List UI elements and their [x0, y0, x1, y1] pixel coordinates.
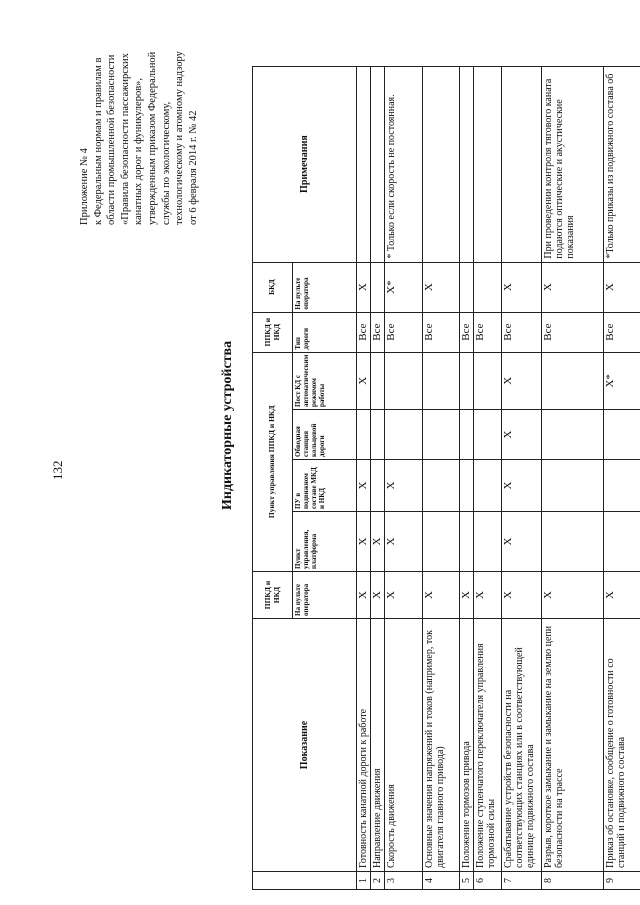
cell-platform: X: [385, 512, 423, 572]
cell-auto-post: [385, 352, 423, 409]
header-road-type: Тип дороги: [293, 312, 357, 352]
header-ppkd2: ППКД и НКД: [253, 312, 293, 352]
cell-bkd: [474, 262, 502, 312]
cell-platform: X: [371, 512, 385, 572]
appendix-line: утвержденным приказом Федеральной: [146, 51, 158, 225]
appendix-line: технологическому и атомному надзору: [174, 51, 186, 225]
header-operator-console: На пульте оператора: [293, 572, 357, 619]
cell-bypass: [385, 410, 423, 460]
cell-platform: [423, 512, 460, 572]
header-control-platform: Пункт управления, платформа: [293, 512, 357, 572]
cell-auto-post: X: [502, 352, 542, 409]
row-number: 9: [604, 872, 640, 890]
cell-bypass: [604, 410, 640, 460]
cell-platform: [542, 512, 604, 572]
cell-road-type: Все: [542, 312, 604, 352]
cell-road-type: Все: [604, 312, 640, 352]
cell-bkd: [371, 262, 385, 312]
cell-road-type: Все: [423, 312, 460, 352]
cell-road-type: Все: [385, 312, 423, 352]
cell-auto-post: X: [357, 352, 371, 409]
cell-rolling: [604, 460, 640, 512]
cell-note: [357, 66, 371, 262]
row-number: 8: [542, 872, 604, 890]
cell-platform: X: [502, 512, 542, 572]
cell-bkd: X: [542, 262, 604, 312]
appendix-line: канатных дорог и фуникулеров»,: [133, 77, 145, 225]
cell-note: * Только если скорость не постоянная.: [385, 66, 423, 262]
table-row: [502, 66, 542, 889]
header-auto-post: Пост КД с автоматическим режимом работы: [293, 352, 357, 409]
header-pu-rolling: ПУ в подвижном составе МКД и НКД: [293, 460, 357, 512]
table-row: [423, 66, 460, 889]
cell-rolling: [371, 460, 385, 512]
cell-platform: [474, 512, 502, 572]
cell-bypass: [460, 410, 474, 460]
indicator-devices-table: [252, 66, 640, 890]
cell-rolling: X: [385, 460, 423, 512]
cell-road-type: Все: [371, 312, 385, 352]
cell-road-type: Все: [357, 312, 371, 352]
cell-bkd: X: [502, 262, 542, 312]
header-bypass-station: Обводная станция кольцевой дороги: [293, 410, 357, 460]
cell-operator: X: [385, 572, 423, 619]
row-indication: Положение ступенчатого переключателя управления тормозной силы: [474, 619, 502, 872]
cell-note: [474, 66, 502, 262]
row-indication: Направление движения: [371, 619, 385, 872]
cell-note: [460, 66, 474, 262]
cell-auto-post: [371, 352, 385, 409]
document-title: Индикаторные устройства: [220, 340, 235, 510]
row-number: 7: [502, 872, 542, 890]
row-indication: Основные значения напряжений и токов (например, ток двигателя главного привода): [423, 619, 460, 872]
cell-bypass: [542, 410, 604, 460]
row-number: 5: [460, 872, 474, 890]
cell-bypass: [423, 410, 460, 460]
cell-auto-post: [460, 352, 474, 409]
cell-rolling: X: [357, 460, 371, 512]
table-row: [385, 66, 423, 889]
cell-note: При проведении контроля тягового каната подаются оптические и акустические показания: [542, 66, 604, 262]
cell-note: [423, 66, 460, 262]
cell-bypass: [371, 410, 385, 460]
table-row: [604, 66, 640, 889]
cell-auto-post: [474, 352, 502, 409]
cell-rolling: [474, 460, 502, 512]
cell-auto-post: [542, 352, 604, 409]
table-row: [371, 66, 385, 889]
appendix-line: области промышленной безопасности: [106, 54, 118, 225]
cell-platform: X: [357, 512, 371, 572]
cell-rolling: X: [502, 460, 542, 512]
table-row: [460, 66, 474, 889]
header-indication: Показание: [253, 619, 357, 872]
cell-bkd: [460, 262, 474, 312]
header-bkd: БКД: [253, 262, 293, 312]
header-pu-group: Пункт управления ППКД и НКД: [253, 352, 293, 571]
cell-note: *Только приказы из подвижного состава об: [604, 66, 640, 262]
appendix-line: к Федеральным нормам и правилам в: [92, 57, 104, 225]
cell-operator: X: [542, 572, 604, 619]
table-row: [474, 66, 502, 889]
appendix-header: [78, 10, 200, 225]
row-indication: Готовность канатной дороги к работе: [357, 619, 371, 872]
row-number: 2: [371, 872, 385, 890]
table-row: [542, 66, 604, 889]
cell-bypass: [474, 410, 502, 460]
header-bkd-console: На пульте оператора: [293, 262, 357, 312]
cell-operator: X: [357, 572, 371, 619]
header-notes: Примечания: [253, 66, 357, 262]
cell-auto-post: X*: [604, 352, 640, 409]
cell-road-type: Все: [460, 312, 474, 352]
row-number: 6: [474, 872, 502, 890]
appendix-line: службы по экологическому,: [160, 101, 172, 225]
cell-rolling: [423, 460, 460, 512]
table-row: [357, 66, 371, 889]
cell-bypass: X: [502, 410, 542, 460]
cell-bkd: X*: [385, 262, 423, 312]
cell-platform: [460, 512, 474, 572]
cell-platform: [604, 512, 640, 572]
cell-operator: X: [474, 572, 502, 619]
appendix-line: «Правила безопасности пассажирских: [119, 53, 131, 225]
row-indication: Положение тормозов привода: [460, 619, 474, 872]
row-number: 4: [423, 872, 460, 890]
row-number: 1: [357, 872, 371, 890]
cell-road-type: Все: [502, 312, 542, 352]
cell-operator: X: [604, 572, 640, 619]
cell-rolling: [460, 460, 474, 512]
cell-note: [371, 66, 385, 262]
cell-operator: X: [371, 572, 385, 619]
header-ppkd: ППКД и НКД: [253, 572, 293, 619]
cell-auto-post: [423, 352, 460, 409]
row-indication: Срабатывание устройств безопасности на соответствующих станциях или в соответствующей единице подвижного состава: [502, 619, 542, 872]
cell-road-type: Все: [474, 312, 502, 352]
row-indication: Приказ об остановке, сообщение о готовности со станций и подвижного состава: [604, 619, 640, 872]
cell-bkd: X: [604, 262, 640, 312]
cell-note: [502, 66, 542, 262]
row-indication: Разрыв, короткое замыкание и замыкание на землю цепи безопасности на трассе: [542, 619, 604, 872]
cell-operator: X: [502, 572, 542, 619]
header-number: [253, 872, 357, 890]
page-number: 132: [50, 460, 65, 480]
row-indication: Скорость движения: [385, 619, 423, 872]
cell-rolling: [542, 460, 604, 512]
appendix-line: от 6 февраля 2014 г. № 42: [187, 110, 199, 225]
appendix-line: Приложение № 4: [79, 148, 90, 225]
cell-operator: X: [423, 572, 460, 619]
row-number: 3: [385, 872, 423, 890]
cell-operator: X: [460, 572, 474, 619]
cell-bkd: X: [357, 262, 371, 312]
cell-bypass: [357, 410, 371, 460]
cell-bkd: X: [423, 262, 460, 312]
